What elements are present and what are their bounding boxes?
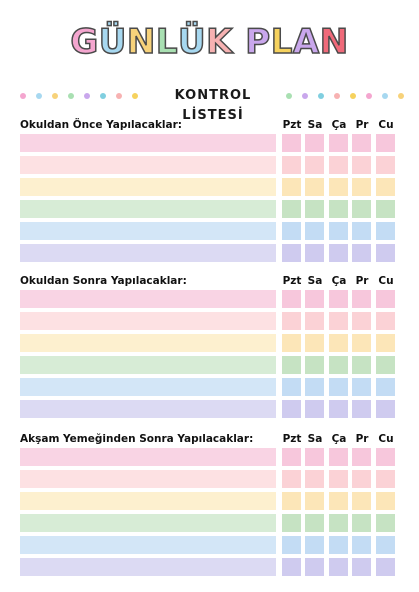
decorative-dot	[68, 93, 74, 99]
decorative-dot	[366, 93, 372, 99]
decorative-dot	[84, 93, 90, 99]
decorative-dot	[334, 93, 340, 99]
title-letter: L	[155, 22, 178, 62]
day-checkbox[interactable]	[305, 312, 324, 330]
day-checkbox[interactable]	[329, 290, 348, 308]
day-checkbox[interactable]	[352, 290, 371, 308]
day-checkbox[interactable]	[282, 178, 301, 196]
task-line[interactable]	[20, 156, 276, 174]
day-checkbox[interactable]	[352, 244, 371, 262]
day-checkbox[interactable]	[282, 134, 301, 152]
day-checkbox[interactable]	[282, 470, 301, 488]
task-line[interactable]	[20, 178, 276, 196]
day-checkbox[interactable]	[329, 492, 348, 510]
decorative-dot	[116, 93, 122, 99]
day-header: Sa	[307, 433, 323, 445]
task-line[interactable]	[20, 290, 276, 308]
task-line[interactable]	[20, 356, 276, 374]
day-checkbox[interactable]	[305, 334, 324, 352]
day-checkbox[interactable]	[305, 222, 324, 240]
day-checkbox[interactable]	[376, 244, 395, 262]
day-checkbox[interactable]	[305, 156, 324, 174]
day-checkbox[interactable]	[282, 514, 301, 532]
day-checkbox[interactable]	[376, 448, 395, 466]
day-checkbox[interactable]	[329, 514, 348, 532]
day-checkbox[interactable]	[352, 492, 371, 510]
day-checkbox[interactable]	[305, 558, 324, 576]
day-checkbox[interactable]	[305, 492, 324, 510]
decorative-dot	[52, 93, 58, 99]
day-header: Pr	[355, 119, 369, 131]
day-checkbox[interactable]	[352, 378, 371, 396]
day-checkbox[interactable]	[282, 334, 301, 352]
day-checkbox[interactable]	[352, 200, 371, 218]
day-checkbox[interactable]	[282, 356, 301, 374]
day-checkbox[interactable]	[352, 134, 371, 152]
day-checkbox[interactable]	[376, 470, 395, 488]
task-line[interactable]	[20, 400, 276, 418]
task-line[interactable]	[20, 492, 276, 510]
day-header: Cu	[378, 275, 394, 287]
day-checkbox[interactable]	[305, 244, 324, 262]
title-letter: Ü	[177, 22, 207, 62]
title-letter: N	[319, 22, 349, 62]
day-checkbox[interactable]	[352, 400, 371, 418]
day-header: Ça	[331, 275, 347, 287]
day-checkbox[interactable]	[305, 514, 324, 532]
day-checkbox[interactable]	[329, 558, 348, 576]
day-checkbox[interactable]	[305, 290, 324, 308]
task-line[interactable]	[20, 244, 276, 262]
section-title: Akşam Yemeğinden Sonra Yapılacaklar:	[20, 433, 254, 445]
day-checkbox[interactable]	[282, 448, 301, 466]
decorative-dot	[100, 93, 106, 99]
day-header: Pzt	[282, 119, 302, 131]
day-checkbox[interactable]	[282, 244, 301, 262]
task-line[interactable]	[20, 470, 276, 488]
day-checkbox[interactable]	[352, 222, 371, 240]
day-checkbox[interactable]	[329, 334, 348, 352]
day-checkbox[interactable]	[352, 514, 371, 532]
day-checkbox[interactable]	[282, 400, 301, 418]
day-checkbox[interactable]	[352, 448, 371, 466]
decorative-dot	[302, 93, 308, 99]
day-checkbox[interactable]	[352, 558, 371, 576]
decorative-dot	[20, 93, 26, 99]
day-header: Cu	[378, 433, 394, 445]
task-line[interactable]	[20, 312, 276, 330]
task-line[interactable]	[20, 378, 276, 396]
day-checkbox[interactable]	[376, 156, 395, 174]
day-checkbox[interactable]	[329, 244, 348, 262]
day-checkbox[interactable]	[282, 312, 301, 330]
task-line[interactable]	[20, 558, 276, 576]
day-checkbox[interactable]	[305, 378, 324, 396]
day-checkbox[interactable]	[282, 156, 301, 174]
day-checkbox[interactable]	[305, 178, 324, 196]
day-checkbox[interactable]	[329, 222, 348, 240]
day-checkbox[interactable]	[329, 178, 348, 196]
day-checkbox[interactable]	[282, 492, 301, 510]
day-checkbox[interactable]	[329, 400, 348, 418]
day-checkbox[interactable]	[329, 470, 348, 488]
decorative-dot	[398, 93, 404, 99]
day-header: Ça	[331, 433, 347, 445]
day-checkbox[interactable]	[376, 378, 395, 396]
decorative-dot	[132, 93, 138, 99]
decorative-dot	[318, 93, 324, 99]
day-checkbox[interactable]	[282, 378, 301, 396]
day-checkbox[interactable]	[282, 536, 301, 554]
title-letter: G	[70, 22, 99, 62]
day-checkbox[interactable]	[376, 134, 395, 152]
decorative-dot	[36, 93, 42, 99]
day-checkbox[interactable]	[305, 448, 324, 466]
day-checkbox[interactable]	[352, 356, 371, 374]
day-checkbox[interactable]	[376, 200, 395, 218]
day-checkbox[interactable]	[282, 290, 301, 308]
task-line[interactable]	[20, 448, 276, 466]
task-line[interactable]	[20, 134, 276, 152]
day-header: Sa	[307, 119, 323, 131]
day-header: Pzt	[282, 433, 302, 445]
day-checkbox[interactable]	[376, 222, 395, 240]
day-checkbox[interactable]	[376, 356, 395, 374]
day-checkbox[interactable]	[376, 536, 395, 554]
day-checkbox[interactable]	[376, 290, 395, 308]
day-checkbox[interactable]	[305, 400, 324, 418]
title-letter: P	[245, 22, 271, 62]
section-title: Okuldan Sonra Yapılacaklar:	[20, 275, 187, 287]
day-checkbox[interactable]	[305, 134, 324, 152]
decorative-dot	[350, 93, 356, 99]
task-line[interactable]	[20, 200, 276, 218]
day-checkbox[interactable]	[282, 200, 301, 218]
day-header: Pzt	[282, 275, 302, 287]
day-checkbox[interactable]	[352, 312, 371, 330]
section-title: Okuldan Önce Yapılacaklar:	[20, 119, 182, 131]
title-letter: K	[206, 22, 233, 62]
day-checkbox[interactable]	[376, 400, 395, 418]
day-checkbox[interactable]	[282, 558, 301, 576]
day-checkbox[interactable]	[305, 200, 324, 218]
task-line[interactable]	[20, 514, 276, 532]
day-checkbox[interactable]	[376, 334, 395, 352]
day-checkbox[interactable]	[376, 492, 395, 510]
title-letter: L	[270, 22, 293, 62]
day-checkbox[interactable]	[352, 470, 371, 488]
day-checkbox[interactable]	[352, 156, 371, 174]
day-checkbox[interactable]	[376, 312, 395, 330]
day-checkbox[interactable]	[352, 536, 371, 554]
day-checkbox[interactable]	[352, 178, 371, 196]
day-checkbox[interactable]	[329, 312, 348, 330]
title-letter: N	[126, 22, 156, 62]
task-line[interactable]	[20, 334, 276, 352]
day-checkbox[interactable]	[305, 356, 324, 374]
day-checkbox[interactable]	[329, 156, 348, 174]
day-checkbox[interactable]	[305, 470, 324, 488]
day-checkbox[interactable]	[329, 536, 348, 554]
day-checkbox[interactable]	[282, 222, 301, 240]
day-header: Pr	[355, 275, 369, 287]
day-header: Pr	[355, 433, 369, 445]
decorative-dot	[286, 93, 292, 99]
day-checkbox[interactable]	[329, 378, 348, 396]
day-checkbox[interactable]	[329, 356, 348, 374]
day-header: Sa	[307, 275, 323, 287]
subtitle-row	[0, 86, 419, 123]
page-title	[0, 22, 419, 62]
title-letter: Ü	[98, 22, 127, 62]
title-letter: A	[292, 22, 320, 62]
day-header: Cu	[378, 119, 394, 131]
day-checkbox[interactable]	[352, 334, 371, 352]
subtitle: KONTROL LİSTESİ	[174, 88, 252, 123]
day-checkbox[interactable]	[376, 514, 395, 532]
decorative-dot	[382, 93, 388, 99]
day-checkbox[interactable]	[329, 134, 348, 152]
task-line[interactable]	[20, 222, 276, 240]
day-checkbox[interactable]	[329, 448, 348, 466]
day-checkbox[interactable]	[305, 536, 324, 554]
day-checkbox[interactable]	[376, 178, 395, 196]
day-checkbox[interactable]	[376, 558, 395, 576]
day-header: Ça	[331, 119, 347, 131]
task-line[interactable]	[20, 536, 276, 554]
day-checkbox[interactable]	[329, 200, 348, 218]
title-space	[233, 22, 245, 62]
